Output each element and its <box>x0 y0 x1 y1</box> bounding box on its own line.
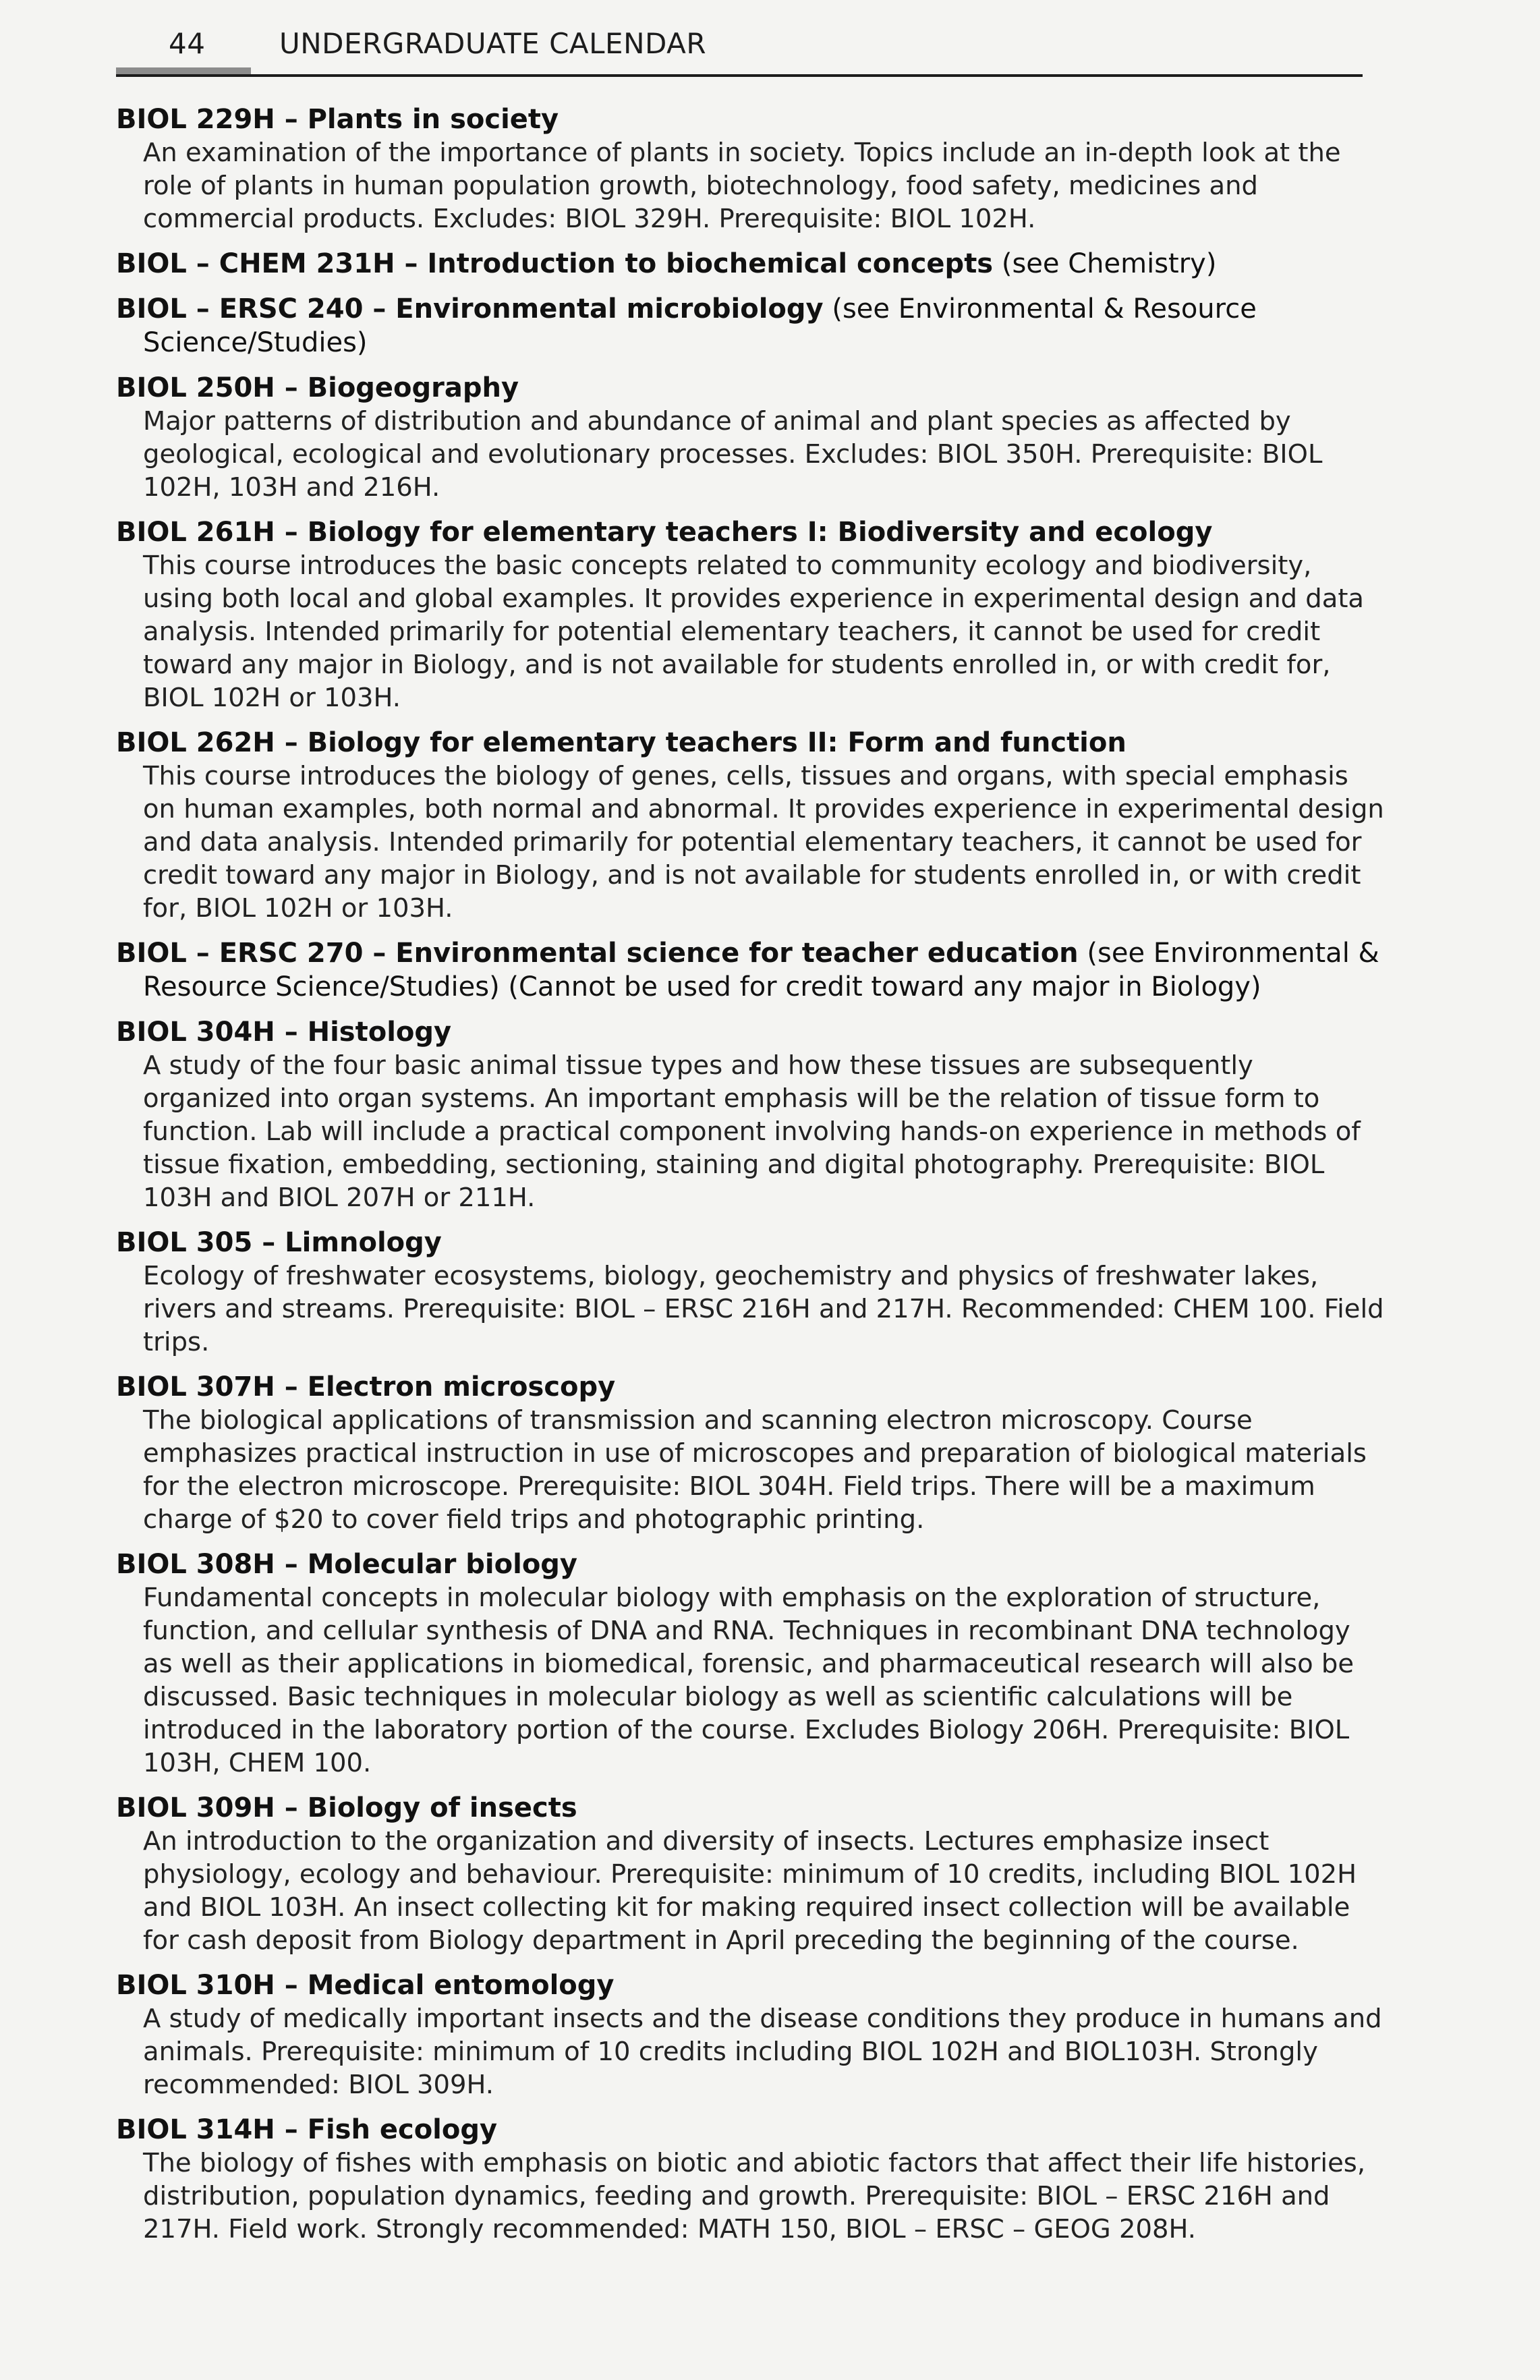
course-entry <box>116 515 1384 714</box>
page-number: 44 <box>169 27 206 60</box>
course-entry <box>116 1370 1384 1536</box>
course-entry <box>116 1226 1384 1359</box>
course-list <box>116 103 1384 2257</box>
course-description: The biological applications of transmission and scanning electron microscopy. Course emphasizes practical instruction in use of microscopes and preparation of biological materials for the electron microscope. Prerequisite: BIOL 304H. Field trips. There will be a maximum charge of $20 to cover field trips and photographic printing. <box>143 1405 1367 1535</box>
cross-reference: (see Environmental & Resource Science/Studies) <box>143 293 1257 358</box>
course-description: This course introduces the basic concepts related to community ecology and biodiversity, using both local and global examples. It provides experience in experimental design and data analysis. Intended primarily for potential elementary teachers, it cannot be used for credit toward any major in Biology, and is not available for students enrolled in, or with credit for, BIOL 102H or 103H. <box>143 550 1365 713</box>
course-entry <box>116 1548 1384 1780</box>
running-title: UNDERGRADUATE CALENDAR <box>279 27 707 60</box>
course-title: BIOL 307H – Electron microscopy <box>116 1371 616 1402</box>
course-description: Fundamental concepts in molecular biology with emphasis on the exploration of structure, function, and cellular synthesis of DNA and RNA. Techniques in recombinant DNA technology as well as their applications in biomedical, forensic, and pharmaceutical research will also be discussed. Basic techniques in molecular biology as well as scientific calculations will be introduced in the laboratory portion of the course. Excludes Biology 206H. Prerequisite: BIOL 103H, CHEM 100. <box>143 1583 1354 1778</box>
course-description: Major patterns of distribution and abundance of animal and plant species as affected by geological, ecological and evolutionary processes. Excludes: BIOL 350H. Prerequisite: BIOL 102H, 103H and 216H. <box>143 406 1323 503</box>
page-header <box>116 23 1363 72</box>
course-title: BIOL 305 – Limnology <box>116 1227 442 1258</box>
course-description: An examination of the importance of plants in society. Topics include an in-depth look at the role of plants in human population growth, biotechnology, food safety, medicines and commercial products. Excludes: BIOL 329H. Prerequisite: BIOL 102H. <box>143 138 1341 234</box>
cross-reference: (see Environmental & Resource Science/Studies) (Cannot be used for credit toward any major in Biology) <box>143 938 1379 1002</box>
course-entry <box>116 2113 1384 2246</box>
course-title: BIOL 304H – Histology <box>116 1017 452 1048</box>
course-title: BIOL 250H – Biogeography <box>116 372 519 403</box>
course-description: An introduction to the organization and diversity of insects. Lectures emphasize insect physiology, ecology and behaviour. Prerequisite: minimum of 10 credits, including BIOL 102H and BIOL 103H. An insect collecting kit for making required insect collection will be available for cash deposit from Biology department in April preceding the beginning of the course. <box>143 1826 1357 1956</box>
course-entry <box>116 1968 1384 2101</box>
course-description: A study of the four basic animal tissue types and how these tissues are subsequently organized into organ systems. An important emphasis will be the relation of tissue form to function. Lab will include a practical component involving hands-on experience in methods of tissue fixation, embedding, sectioning, staining and digital photography. Prerequisite: BIOL 103H and BIOL 207H or 211H. <box>143 1050 1361 1213</box>
course-title: BIOL 314H – Fish ecology <box>116 2114 498 2145</box>
course-title: BIOL – ERSC 270 – Environmental science for teacher education <box>116 938 1079 969</box>
course-entry <box>116 1015 1384 1214</box>
course-title: BIOL 309H – Biology of insects <box>116 1792 577 1823</box>
course-description: This course introduces the biology of genes, cells, tissues and organs, with special emphasis on human examples, both normal and abnormal. It provides experience in experimental design and data analysis. Intended primarily for potential elementary teachers, it cannot be used for credit toward any major in Biology, and is not available for students enrolled in, or with credit for, BIOL 102H or 103H. <box>143 761 1384 924</box>
course-entry <box>116 1791 1384 1957</box>
course-title: BIOL 261H – Biology for elementary teachers I: Biodiversity and ecology <box>116 517 1213 548</box>
header-rule <box>116 74 1363 77</box>
course-title: BIOL – CHEM 231H – Introduction to biochemical concepts <box>116 248 994 279</box>
course-title: BIOL 262H – Biology for elementary teachers II: Form and function <box>116 727 1127 758</box>
course-title: BIOL 310H – Medical entomology <box>116 1970 615 2001</box>
cross-reference: (see Chemistry) <box>993 248 1217 279</box>
course-entry <box>116 103 1384 235</box>
course-description: A study of medically important insects and the disease conditions they produce in humans and animals. Prerequisite: minimum of 10 credits including BIOL 102H and BIOL103H. Strongly recommended: BIOL 309H. <box>143 2004 1382 2100</box>
course-entry <box>116 936 1384 1004</box>
course-entry <box>116 726 1384 925</box>
course-entry <box>116 247 1384 281</box>
course-entry <box>116 292 1384 360</box>
course-description: The biology of fishes with emphasis on biotic and abiotic factors that affect their life histories, distribution, population dynamics, feeding and growth. Prerequisite: BIOL – ERSC 216H and 217H. Field work. Strongly recommended: MATH 150, BIOL – ERSC – GEOG 208H. <box>143 2148 1366 2244</box>
course-entry <box>116 371 1384 504</box>
course-title: BIOL – ERSC 240 – Environmental microbiology <box>116 293 824 324</box>
course-description: Ecology of freshwater ecosystems, biology, geochemistry and physics of freshwater lakes, rivers and streams. Prerequisite: BIOL – ERSC 216H and 217H. Recommended: CHEM 100. Field trips. <box>143 1261 1384 1357</box>
course-title: BIOL 229H – Plants in society <box>116 104 559 135</box>
course-title: BIOL 308H – Molecular biology <box>116 1549 578 1580</box>
